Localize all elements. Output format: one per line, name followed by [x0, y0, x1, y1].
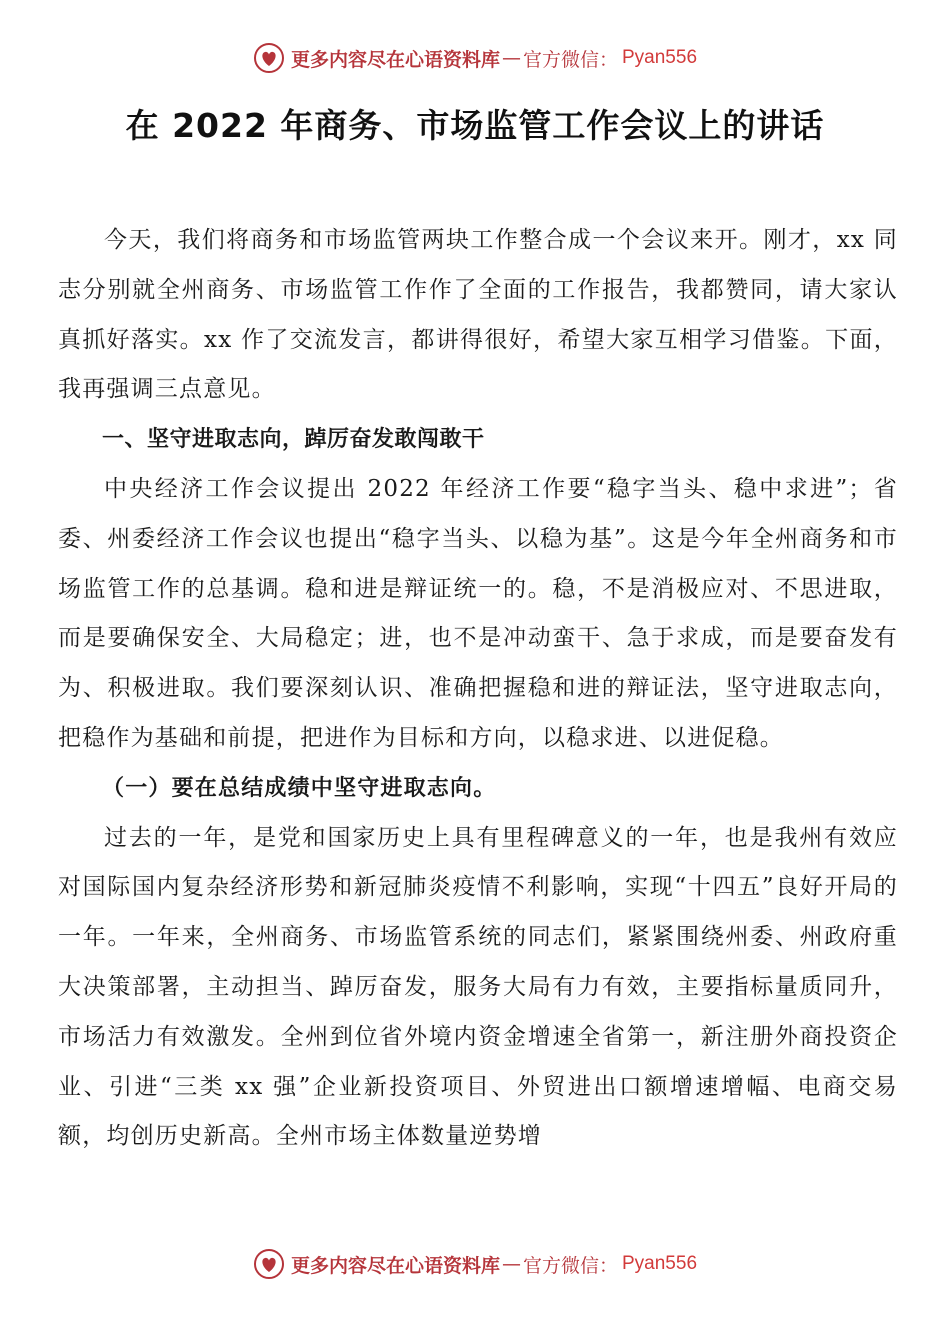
banner-separator: — [501, 1253, 521, 1275]
footer-banner [0, 1244, 950, 1284]
wechat-label: 官方微信： [522, 48, 618, 71]
heart-book-logo-icon [253, 42, 285, 74]
wechat-id: Pyan556 [622, 47, 698, 68]
header-banner [0, 38, 950, 78]
paragraph: 今天，我们将商务和市场监管两块工作整合成一个会议来开。刚才，xx 同志分别就全州商务、市场监管工作作了全面的工作报告，我都赞同，请大家认真抓好落实。xx 作了交流发言，都讲得很好，希望大家互相学习借鉴。下面，我再强调三点意见。 [58, 227, 898, 403]
heart-book-logo-icon [253, 1248, 285, 1280]
paragraph: 过去的一年，是党和国家历史上具有里程碑意义的一年，也是我州有效应对国际国内复杂经济形势和新冠肺炎疫情不利影响，实现“十四五”良好开局的一年。一年来，全州商务、市场监管系统的同志们，紧紧围绕州委、州政府重大决策部署，主动担当、踔厉奋发，服务大局有力有效，主要指标量质同升，市场活力有效激发。全州到位省外境内资金增速全省第一，新注册外商投资企业、引进“三类 xx 强”企业新投资项目、外贸进出口额增速增幅、电商交易额，均创历史新高。全州市场主体数量逆势增 [58, 824, 898, 1150]
document-title: 在 2022 年商务、市场监管工作会议上的讲话 [125, 106, 825, 145]
banner-separator: — [501, 47, 521, 69]
wechat-id: Pyan556 [622, 1253, 698, 1274]
library-name: 更多内容尽在心语资料库 [290, 48, 500, 71]
document-body [58, 216, 898, 1162]
library-name: 更多内容尽在心语资料库 [290, 1254, 500, 1277]
subsection-heading: （一）要在总结成绩中坚守进取志向。 [102, 774, 497, 801]
wechat-label: 官方微信： [522, 1254, 618, 1277]
paragraph: 中央经济工作会议提出 2022 年经济工作要“稳字当头、稳中求进”；省委、州委经济工作会议也提出“稳字当头、以稳为基”。这是今年全州商务和市场监管工作的总基调。稳和进是辩证统一的。稳，不是消极应对、不思进取，而是要确保安全、大局稳定；进，也不是冲动蛮干、急于求成，而是要奋发有为、积极进取。我们要深刻认识、准确把握稳和进的辩证法，坚守进取志向，把稳作为基础和前提，把进作为目标和方向，以稳求进、以进促稳。 [58, 475, 898, 751]
section-heading: 一、坚守进取志向，踔厉奋发敢闯敢干 [102, 427, 485, 453]
